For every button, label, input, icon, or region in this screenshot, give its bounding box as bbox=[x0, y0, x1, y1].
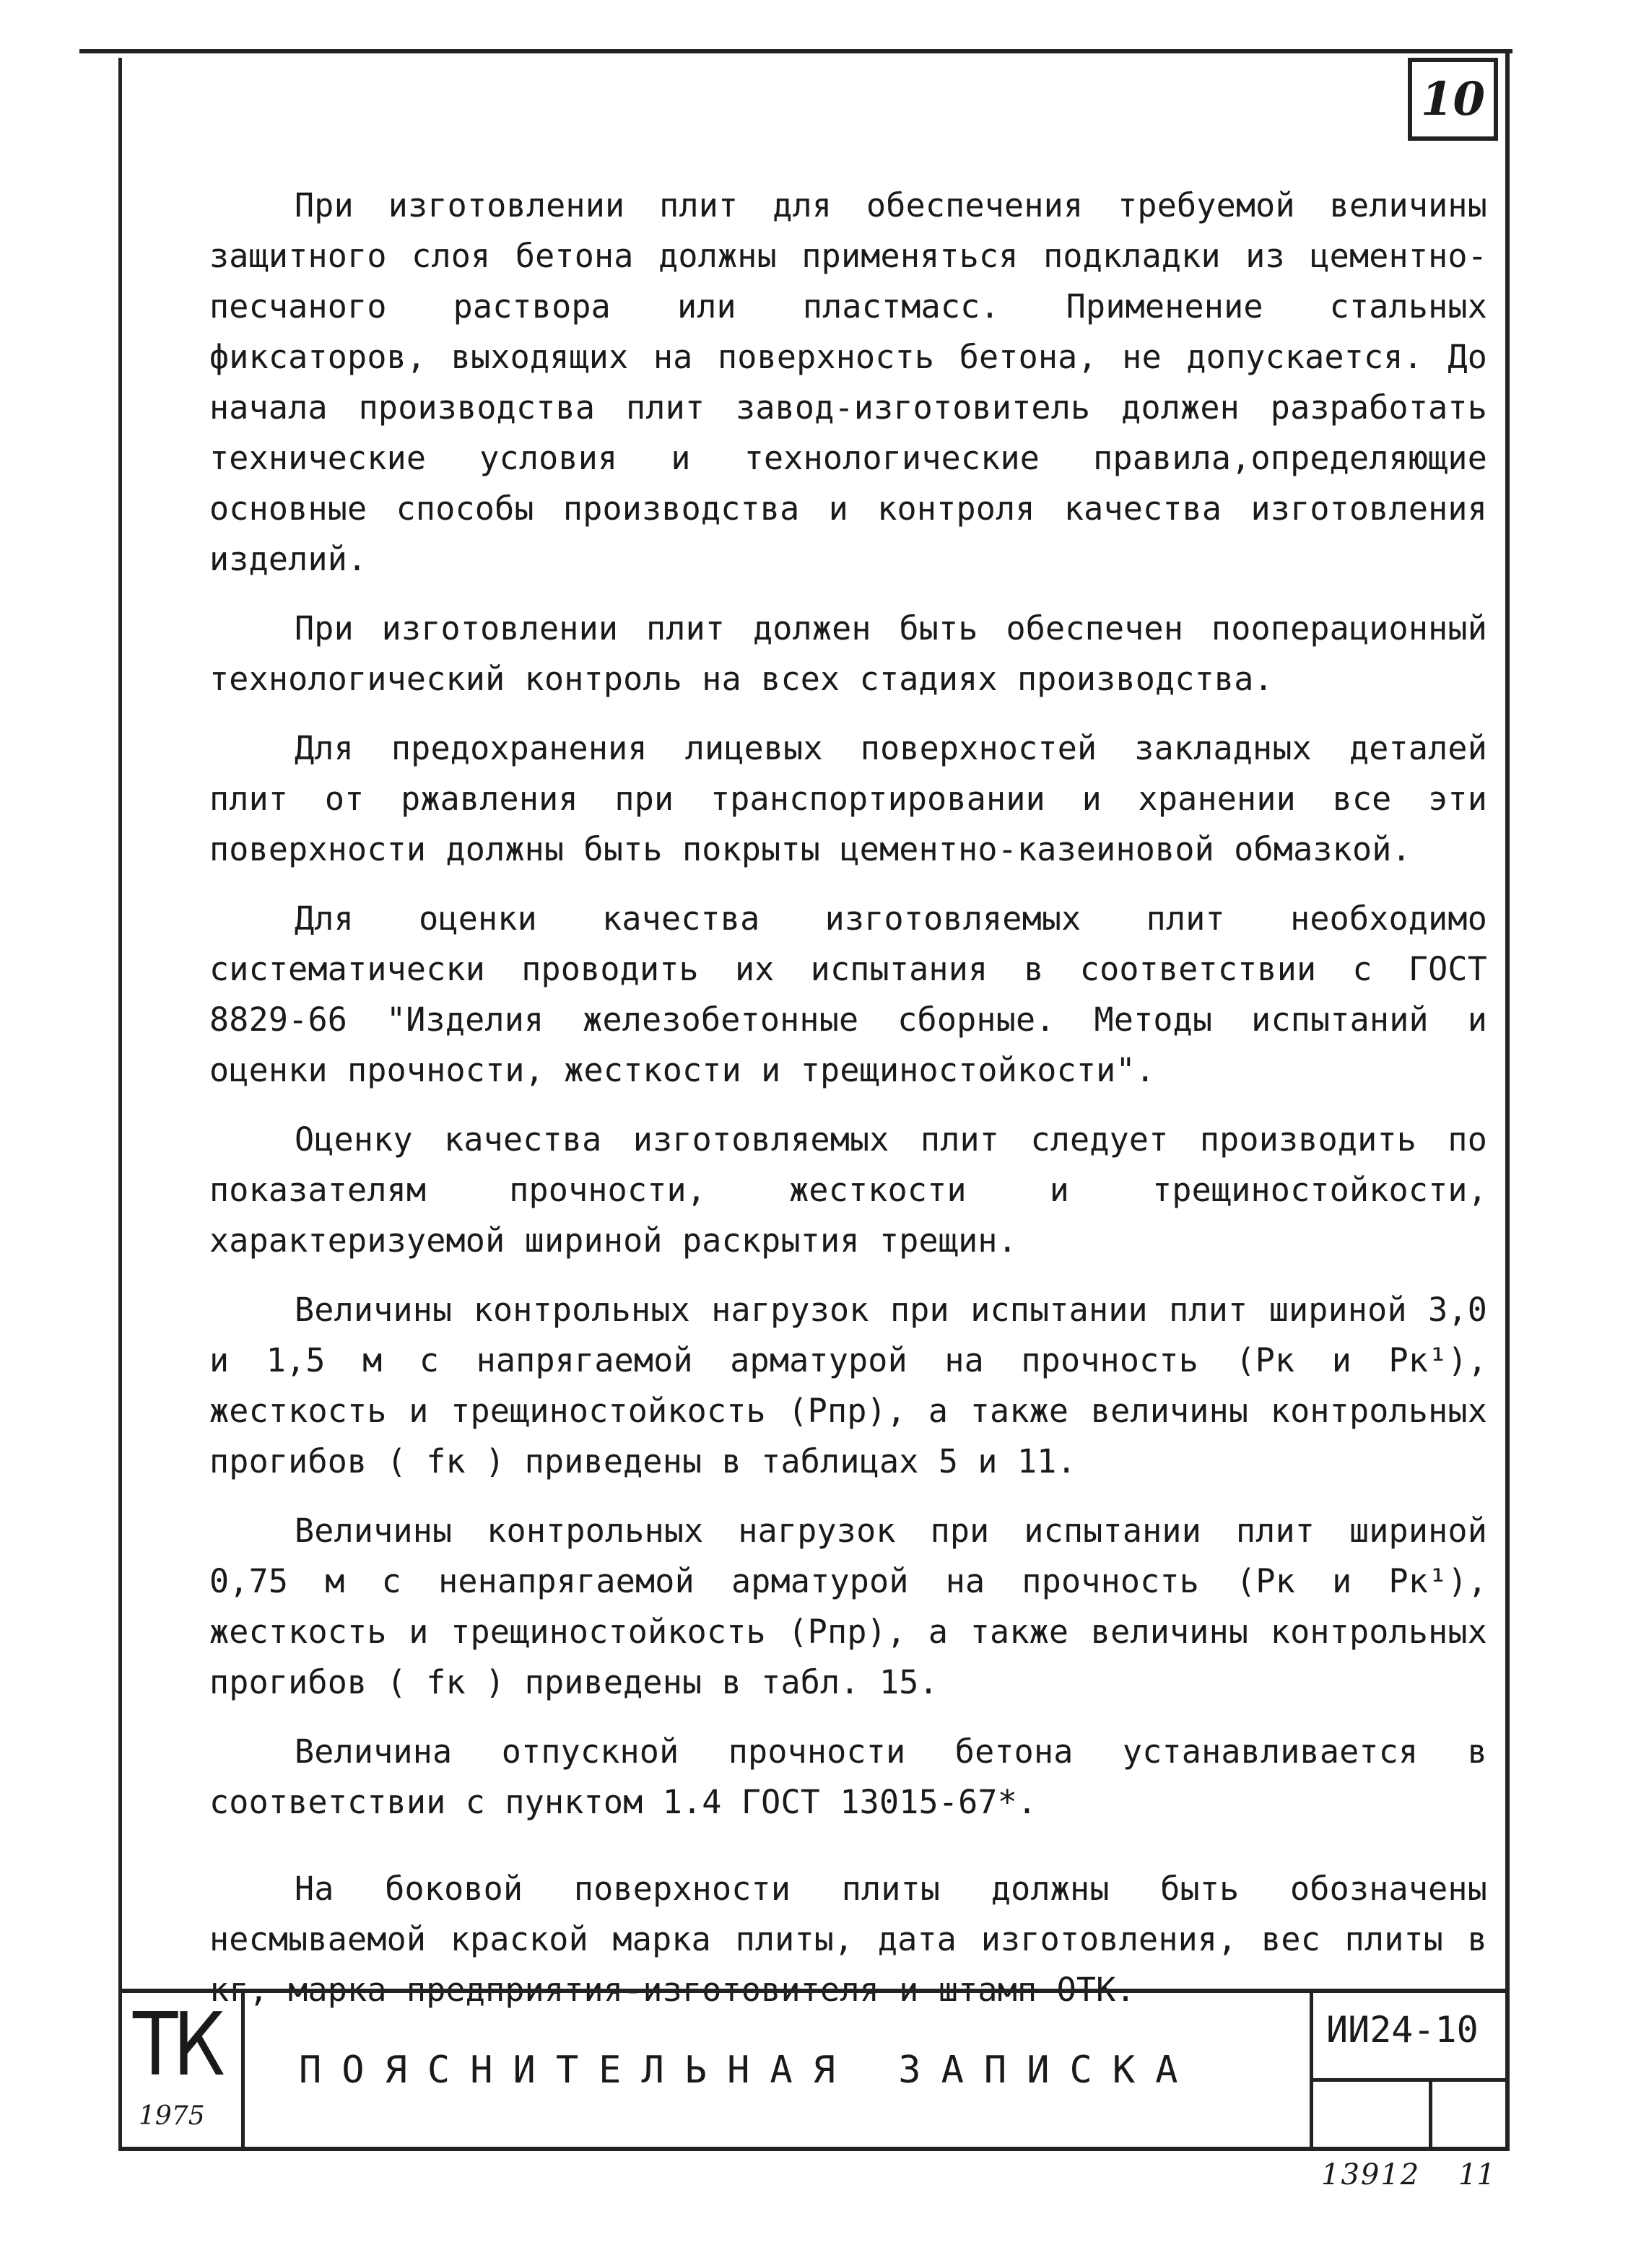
document-title: ПОЯСНИТЕЛЬНАЯ ЗАПИСКА bbox=[299, 2048, 1198, 2092]
title-block bbox=[118, 1989, 1510, 2151]
code-cell-divider-vertical bbox=[1429, 2078, 1432, 2147]
frame-left-border bbox=[118, 58, 122, 2151]
paragraph-loads-non-prestressed: Величины контрольных нагрузок при испытании плит шириной 0,75 м с ненапрягаемой арматурой на прочность (Рк и Рк¹), жесткость и трещиностойкость (Рпр), а также величины контрольных прогибов ( fк ) приведены в табл. 15. bbox=[209, 1512, 1487, 1701]
logo-cell bbox=[118, 1993, 245, 2147]
frame-right-border bbox=[1505, 49, 1510, 2150]
archive-number: 13912 bbox=[1321, 2158, 1421, 2191]
logo-year: 1975 bbox=[139, 2101, 205, 2131]
paragraph-process-control: При изготовлении плит должен быть обеспечен пооперационный технологический контроль на всех стадиях производства. bbox=[209, 609, 1487, 698]
code-cell bbox=[1310, 1993, 1505, 2147]
page-number: 10 bbox=[1408, 58, 1498, 141]
body-text bbox=[209, 180, 1487, 2034]
tk-logo: ТК bbox=[133, 1995, 221, 2095]
code-cell-divider bbox=[1313, 2078, 1505, 2082]
paragraph-quality-indicators: Оценку качества изготовляемых плит следует производить по показателям прочности, жесткости и трещиностойкости, характеризуемой шириной раскрытия трещин. bbox=[209, 1120, 1487, 1260]
sheet-number: 11 bbox=[1458, 2158, 1495, 2191]
paragraph-quality-testing: Для оценки качества изготовляемых плит необходимо систематически проводить их испытания в соответствии с ГОСТ 8829-66 "Изделия железобетонные сборные. Методы испытаний и оценки прочности, жесткости и трещиностойкости". bbox=[209, 899, 1487, 1089]
paragraph-protective-layer: При изготовлении плит для обеспечения требуемой величины защитного слоя бетона должны применяться подкладки из цементно-песчаного раствора или пластмасс. Применение стальных фиксаторов, выходящих на поверхность бетона, не допускается. До начала производства плит завод-изготовитель должен разработать технические условия и технологические правила,определяющие основные способы производства и контроля качества изготовления изделий. bbox=[209, 186, 1487, 578]
paragraph-release-strength: Величина отпускной прочности бетона устанавливается в соответствии с пунктом 1.4 ГОСТ 13015-67*. bbox=[209, 1732, 1487, 1821]
document-code: ИИ24-10 bbox=[1326, 2009, 1479, 2051]
paragraph-loads-prestressed: Величины контрольных нагрузок при испытании плит шириной 3,0 и 1,5 м с напрягаемой арматурой на прочность (Рк и Рк¹), жесткость и трещиностойкость (Рпр), а также величины контрольных прогибов ( fк ) приведены в таблицах 5 и 11. bbox=[209, 1291, 1487, 1480]
paragraph-marking: На боковой поверхности плиты должны быть обозначены несмываемой краской марка плиты, дата изготовления, вес плиты в кг, марка предприятия-изготовителя и штамп ОТК. bbox=[209, 1870, 1487, 2009]
frame-top-border bbox=[79, 49, 1512, 53]
paragraph-corrosion-protection: Для предохранения лицевых поверхностей закладных деталей плит от ржавления при транспортировании и хранении все эти поверхности должны быть покрыты цементно-казеиновой обмазкой. bbox=[209, 729, 1487, 868]
